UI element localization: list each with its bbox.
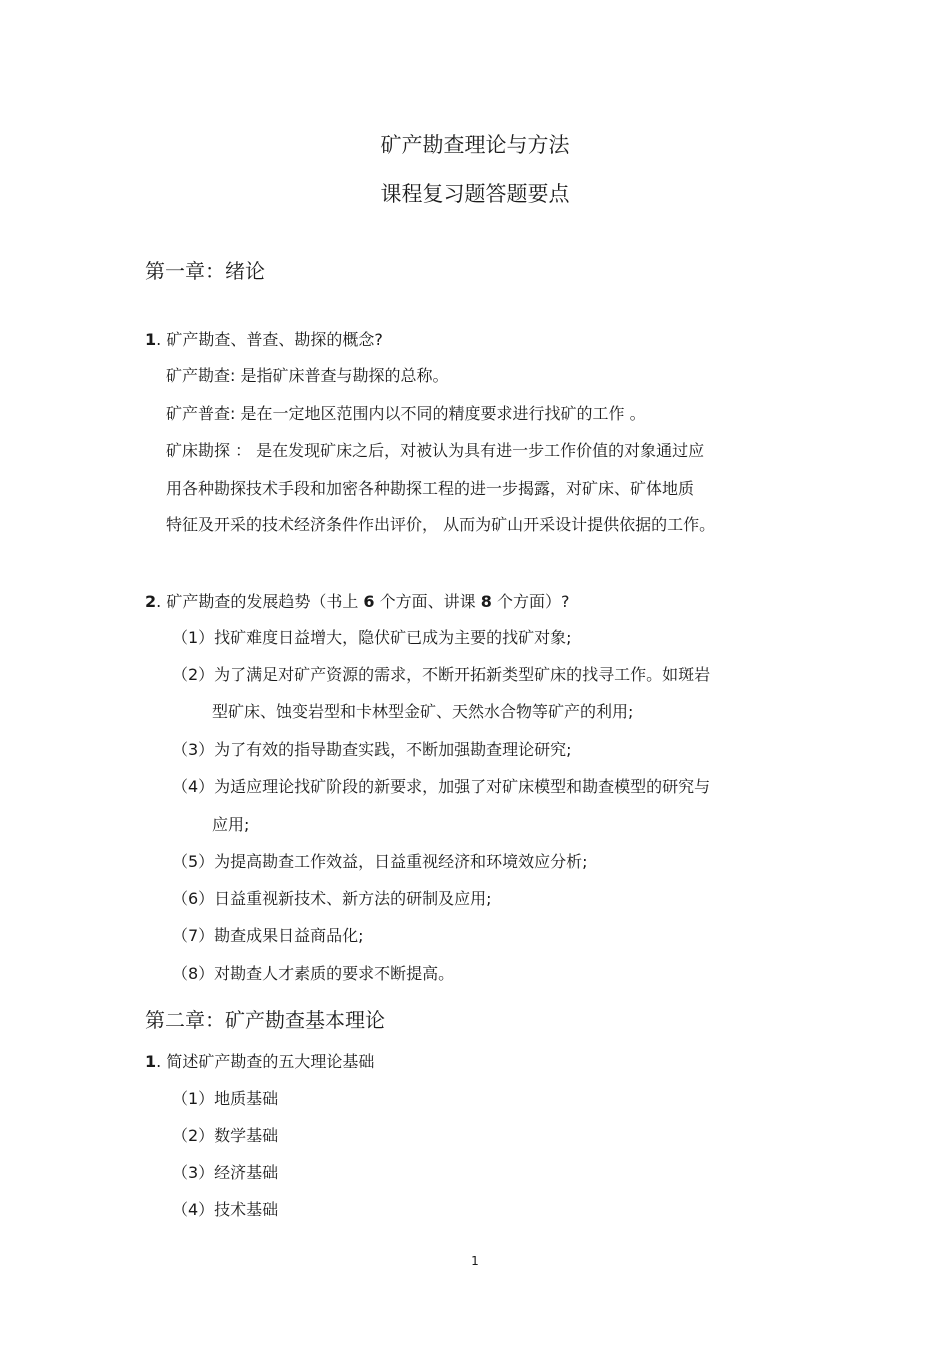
doc-title: 矿产勘查理论与方法 [380, 133, 570, 157]
list-item: （3）为了有效的指导勘查实践，不断加强勘查理论研究; [172, 740, 572, 759]
count-book: 6 [363, 592, 375, 611]
ch1-question-2 [145, 589, 569, 612]
ch1-question-1 [145, 327, 383, 350]
list-item: （6）日益重视新技术、新方法的研制及应用; [172, 889, 492, 908]
ch2-question-1 [145, 1049, 374, 1072]
list-item: （4）为适应理论找矿阶段的新要求，加强了对矿床模型和勘查模型的研究与 [172, 777, 711, 796]
answer-line: 矿床勘探 ： 是在发现矿床之后，对被认为具有进一步工作价值的对象通过应 [166, 441, 705, 460]
doc-subtitle: 课程复习题答题要点 [380, 182, 570, 206]
chapter-1-heading: 第一章：绪论 [145, 259, 265, 283]
question-text: 个方面、讲课 [374, 592, 481, 611]
answer-line: 用各种勘探技术手段和加密各种勘探工程的进一步揭露，对矿床、矿体地质 [166, 479, 695, 498]
list-item: （2）为了满足对矿产资源的需求，不断开拓新类型矿床的找寻工作。如斑岩 [172, 665, 711, 684]
question-text: . 简述矿产勘查的五大理论基础 [156, 1052, 375, 1071]
answer-line: 特征及开采的技术经济条件作出评价， 从而为矿山开采设计提供依据的工作。 [166, 515, 716, 534]
question-text: . 矿产勘查、普查、勘探的概念? [156, 330, 383, 349]
list-item: （3）经济基础 [172, 1163, 279, 1182]
list-item: （2）数学基础 [172, 1126, 279, 1145]
question-text: . 矿产勘查的发展趋势（书上 [156, 592, 364, 611]
question-number: 1 [145, 330, 157, 349]
page-number: 1 [471, 1254, 479, 1268]
list-item: （1）地质基础 [172, 1089, 279, 1108]
answer-line: 矿产普查: 是在一定地区范围内以不同的精度要求进行找矿的工作 。 [166, 404, 646, 423]
list-item-continuation: 型矿床、蚀变岩型和卡林型金矿、天然水合物等矿产的利用; [212, 702, 634, 721]
list-item: （5）为提高勘查工作效益，日益重视经济和环境效应分析; [172, 852, 588, 871]
list-item: （8）对勘查人才素质的要求不断提高。 [172, 964, 455, 983]
list-item: （1）找矿难度日益增大，隐伏矿已成为主要的找矿对象; [172, 628, 572, 647]
count-lecture: 8 [480, 592, 492, 611]
list-item: （4）技术基础 [172, 1200, 279, 1219]
list-item: （7）勘查成果日益商品化; [172, 926, 364, 945]
question-text: 个方面）? [491, 592, 570, 611]
question-number: 2 [145, 592, 157, 611]
list-item-continuation: 应用; [212, 815, 250, 834]
chapter-2-heading: 第二章：矿产勘查基本理论 [145, 1008, 385, 1032]
question-number: 1 [145, 1052, 157, 1071]
answer-line: 矿产勘查: 是指矿床普查与勘探的总称。 [166, 366, 449, 385]
